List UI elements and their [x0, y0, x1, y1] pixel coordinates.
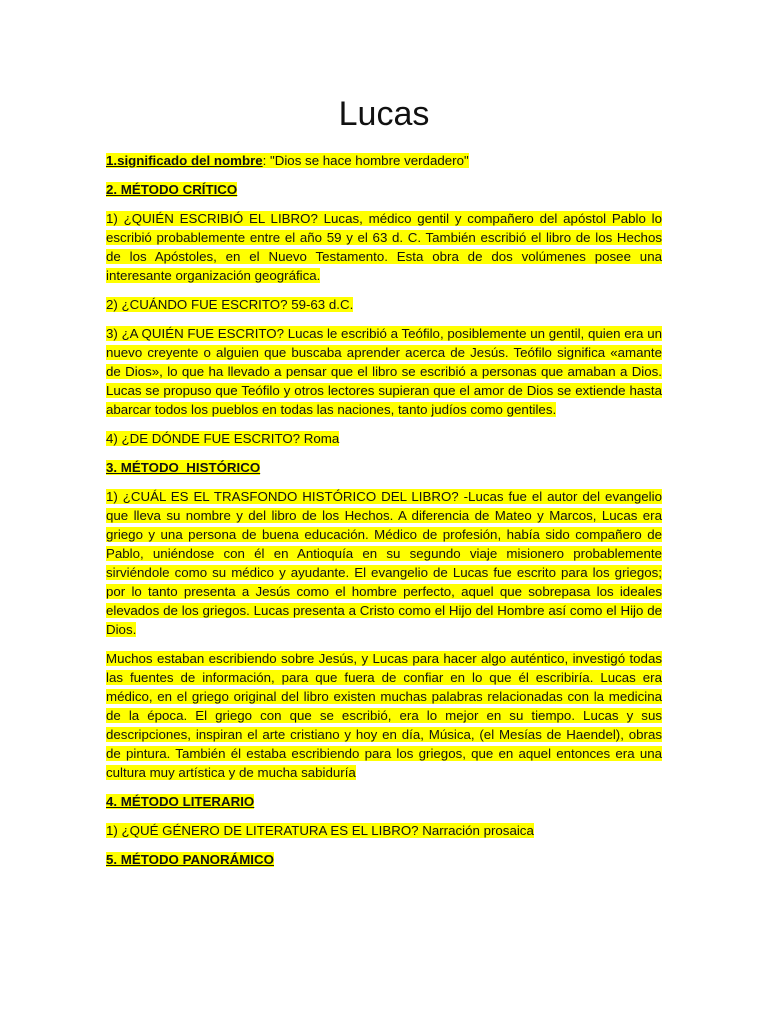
section-heading-historico — [106, 458, 662, 477]
page-title: Lucas — [338, 95, 430, 133]
paragraph-critico-q4 — [106, 429, 662, 448]
document-body — [106, 151, 662, 879]
heading-panoramico: 5. MÉTODO PANORÁMICO — [106, 852, 274, 867]
section-heading-critico — [106, 180, 662, 199]
text-critico-q3: 3) ¿A QUIÉN FUE ESCRITO? Lucas le escribió a Teófilo, posiblemente un gentil, quien era un nuevo creyente o alguien que buscaba aprender acerca de Jesús. Teófilo significa «amante de Dios», lo que ha llevado a pensar que el libro se escribió a personas que amaban a Dios. Lucas se propuso que Teófilo y otros lectores supieran que el amor de Dios se extiende hasta abarcar todos los pueblos en todas las naciones, tanto judíos como gentiles. — [106, 326, 662, 417]
name-meaning-paragraph — [106, 151, 662, 170]
paragraph-critico-q2 — [106, 295, 662, 314]
paragraph-historico-1 — [106, 487, 662, 639]
paragraph-historico-2 — [106, 649, 662, 782]
paragraph-critico-q1 — [106, 209, 662, 285]
text-historico-1: 1) ¿CUÁL ES EL TRASFONDO HISTÓRICO DEL LIBRO? -Lucas fue el autor del evangelio que lleva su nombre y del libro de los Hechos. A diferencia de Mateo y Marcos, Lucas era griego y una persona de buena educación. Médico de profesión, había sido compañero de Pablo, uniéndose con él en Antioquía en su segundo viaje misionero probablemente sirviéndole como su médico y ayudante. El evangelio de Lucas fue escrito para los griegos; por lo tanto presenta a Jesús como el hombre perfecto, aquel que sobrepasa los ideales elevados de los griegos. Lucas presenta a Cristo como el Hijo del Hombre así como el Hijo de Dios. — [106, 489, 662, 637]
paragraph-critico-q3 — [106, 324, 662, 419]
text-critico-q2: 2) ¿CUÁNDO FUE ESCRITO? 59-63 d.C. — [106, 297, 354, 312]
paragraph-literario-q1 — [106, 821, 662, 840]
section-heading-panoramico — [106, 850, 662, 869]
section-heading-literario — [106, 792, 662, 811]
text-literario-q1: 1) ¿QUÉ GÉNERO DE LITERATURA ES EL LIBRO? Narración prosaica — [106, 823, 534, 838]
text-historico-2: Muchos estaban escribiendo sobre Jesús, y Lucas para hacer algo auténtico, investigó todas las fuentes de información, para que fuera de confiar en lo que él escribiría. Lucas era médico, en el griego original del libro existen muchas palabras relacionadas con la medicina de la época. El griego con que se escribió, era lo mejor en su tiempo. Lucas y sus descripciones, inspiran el arte cristiano y hoy en día, Música, (el Mesías de Haendel), obras de pintura. También él estaba escribiendo para los griegos, que en aquel entonces era una cultura muy artística y de mucha sabiduría — [106, 651, 662, 780]
name-meaning-text: : "Dios se hace hombre verdadero" — [262, 153, 469, 168]
text-critico-q1: 1) ¿QUIÉN ESCRIBIÓ EL LIBRO? Lucas, médico gentil y compañero del apóstol Pablo lo escribió probablemente entre el año 59 y el 63 d. C. También escribió el libro de los Hechos de los Apóstoles, en el Nuevo Testamento. Esta obra de dos volúmenes posee una interesante organización geográfica. — [106, 211, 662, 283]
heading-literario: 4. MÉTODO LITERARIO — [106, 794, 255, 809]
name-meaning-label: 1.significado del nombre — [106, 153, 263, 168]
text-critico-q4: 4) ¿DE DÓNDE FUE ESCRITO? Roma — [106, 431, 340, 446]
heading-critico: 2. MÉTODO CRÍTICO — [106, 182, 238, 197]
heading-historico: 3. MÉTODO HISTÓRICO — [106, 460, 261, 475]
